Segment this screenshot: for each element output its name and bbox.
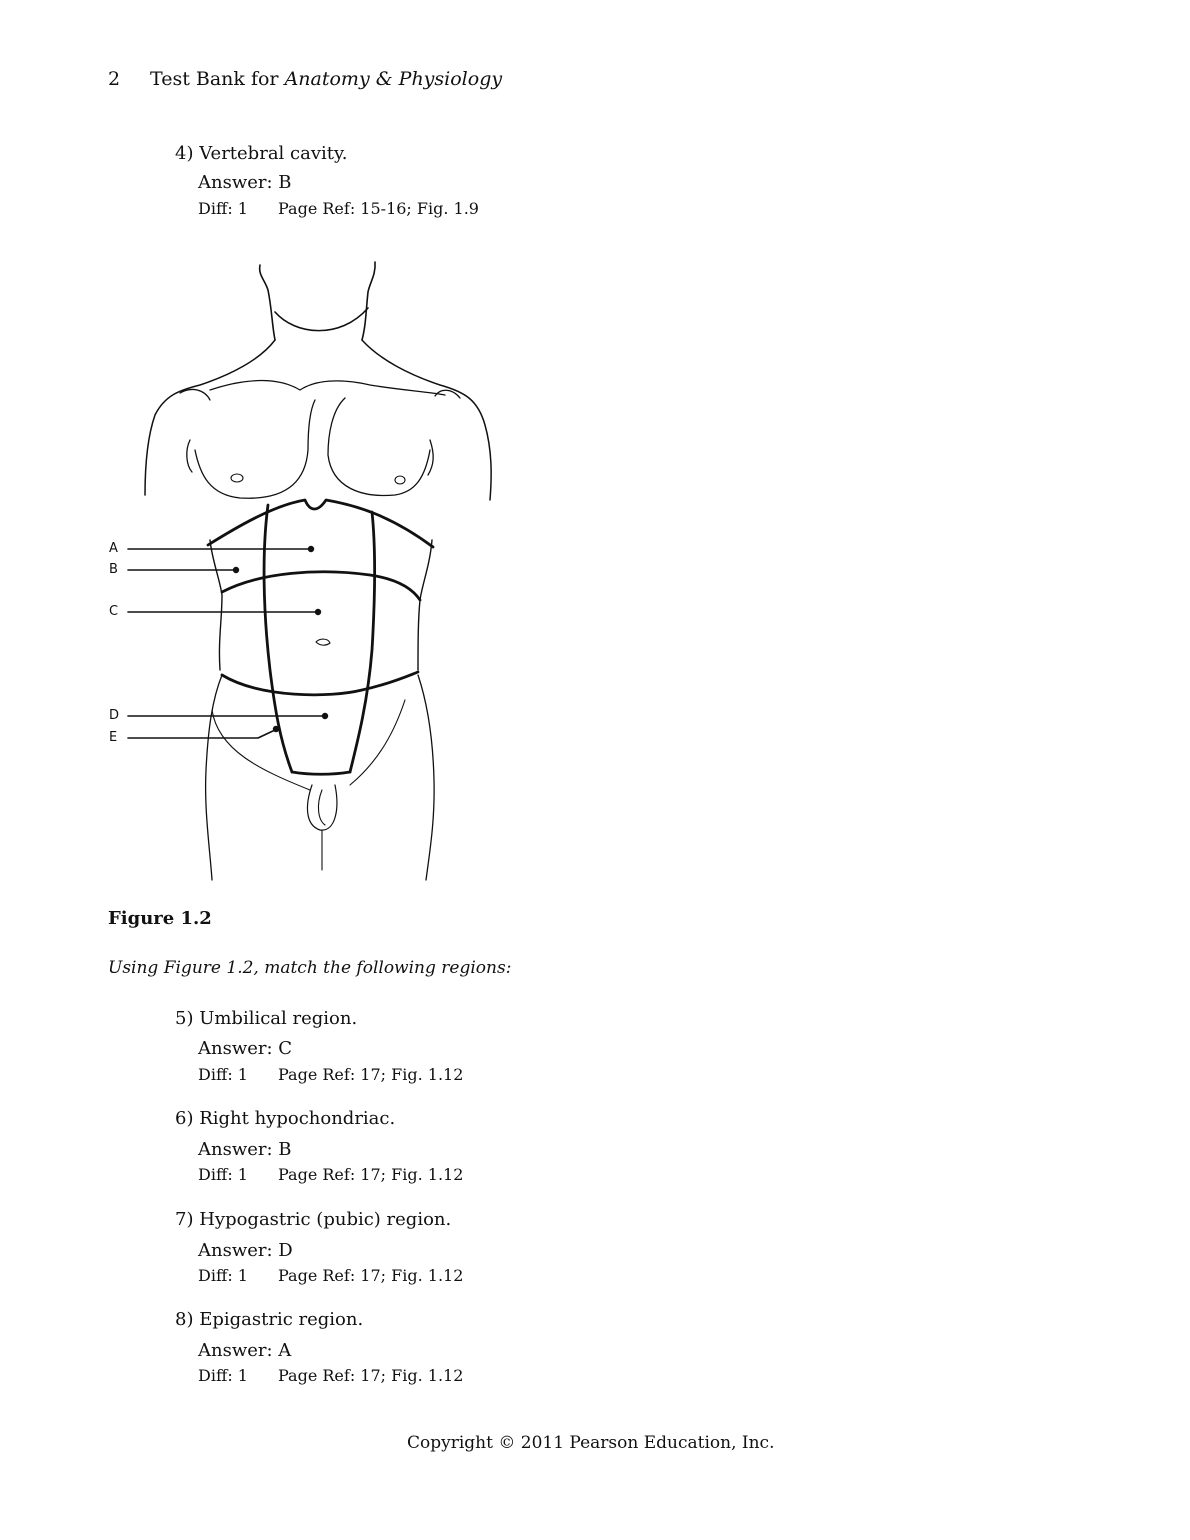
meta-line [198, 1266, 463, 1285]
left-shoulder [145, 340, 275, 495]
meta-line [198, 1366, 463, 1385]
right-nipple [395, 476, 405, 484]
left-arm-inner [187, 440, 192, 472]
difficulty: Diff: 1 [198, 1165, 248, 1184]
left-pectoral [195, 400, 315, 498]
figure-instruction: Using Figure 1.2, match the following regions: [108, 958, 512, 978]
difficulty: Diff: 1 [198, 1266, 248, 1285]
genital-inner [318, 790, 325, 825]
page-ref: Page Ref: 17; Fig. 1.12 [278, 1266, 464, 1285]
answer-line: Answer: B [198, 1139, 292, 1160]
difficulty: Diff: 1 [198, 1366, 248, 1385]
question-stem: 7) Hypogastric (pubic) region. [175, 1209, 452, 1230]
page-ref: Page Ref: 17; Fig. 1.12 [278, 1165, 464, 1184]
question-stem: 5) Umbilical region. [175, 1008, 358, 1029]
region-label-e: E [109, 730, 118, 745]
answer-line: Answer: C [198, 1038, 293, 1059]
page-header [108, 68, 502, 90]
leader-dot-c [315, 609, 321, 615]
region-label-c: C [109, 604, 119, 619]
left-nipple [231, 474, 243, 482]
left-groin [212, 710, 310, 790]
question-stem: 4) Vertebral cavity. [175, 143, 348, 164]
jaw-line [275, 308, 368, 331]
answer-line: Answer: D [198, 1240, 293, 1261]
page-ref: Page Ref: 15-16; Fig. 1.9 [278, 199, 479, 218]
leader-lines [128, 549, 324, 738]
page-ref: Page Ref: 17; Fig. 1.12 [278, 1065, 464, 1084]
leader-line-e [128, 730, 275, 738]
region-label-b: B [109, 562, 118, 577]
question-stem: 8) Epigastric region. [175, 1309, 364, 1330]
left-deltoid [180, 389, 210, 400]
leader-dot-e [273, 726, 279, 732]
abdominal-regions-figure [100, 250, 500, 894]
header-prefix: Test Bank for [150, 68, 279, 90]
leader-dot-b [233, 567, 239, 573]
right-pectoral [328, 398, 430, 496]
subcostal-line [208, 500, 433, 547]
answer-line: Answer: A [198, 1340, 292, 1361]
page-number: 2 [108, 68, 121, 90]
leader-dot-a [308, 546, 314, 552]
region-label-d: D [109, 708, 120, 723]
answer-line: Answer: B [198, 172, 292, 193]
right-flank [418, 540, 432, 670]
genital-outline [307, 785, 336, 830]
leader-dot-d [322, 713, 328, 719]
meta-line [198, 1165, 463, 1184]
difficulty: Diff: 1 [198, 1065, 248, 1084]
meta-line [198, 199, 479, 218]
left-leg-outer [206, 675, 222, 880]
right-midclavicular-line [350, 512, 375, 772]
intertubercular-line [222, 672, 418, 695]
neck-left-line [260, 265, 275, 340]
region-label-a: A [109, 541, 118, 556]
torso-illustration [100, 250, 500, 890]
transpyloric-line [222, 572, 420, 600]
right-leg-outer [418, 675, 434, 880]
meta-line [198, 1065, 463, 1084]
difficulty: Diff: 1 [198, 199, 248, 218]
left-flank [210, 540, 222, 670]
question-stem: 6) Right hypochondriac. [175, 1108, 396, 1129]
figure-title: Figure 1.2 [108, 908, 212, 929]
neck-right-line [362, 262, 375, 340]
right-shoulder [362, 340, 491, 500]
left-midclavicular-line [264, 505, 292, 772]
umbilicus [316, 639, 330, 645]
book-title: Anatomy & Physiology [284, 68, 503, 90]
clavicles [210, 381, 445, 395]
page-ref: Page Ref: 17; Fig. 1.12 [278, 1366, 464, 1385]
copyright-footer: Copyright © 2011 Pearson Education, Inc. [407, 1433, 775, 1453]
pubic-line [292, 772, 350, 774]
